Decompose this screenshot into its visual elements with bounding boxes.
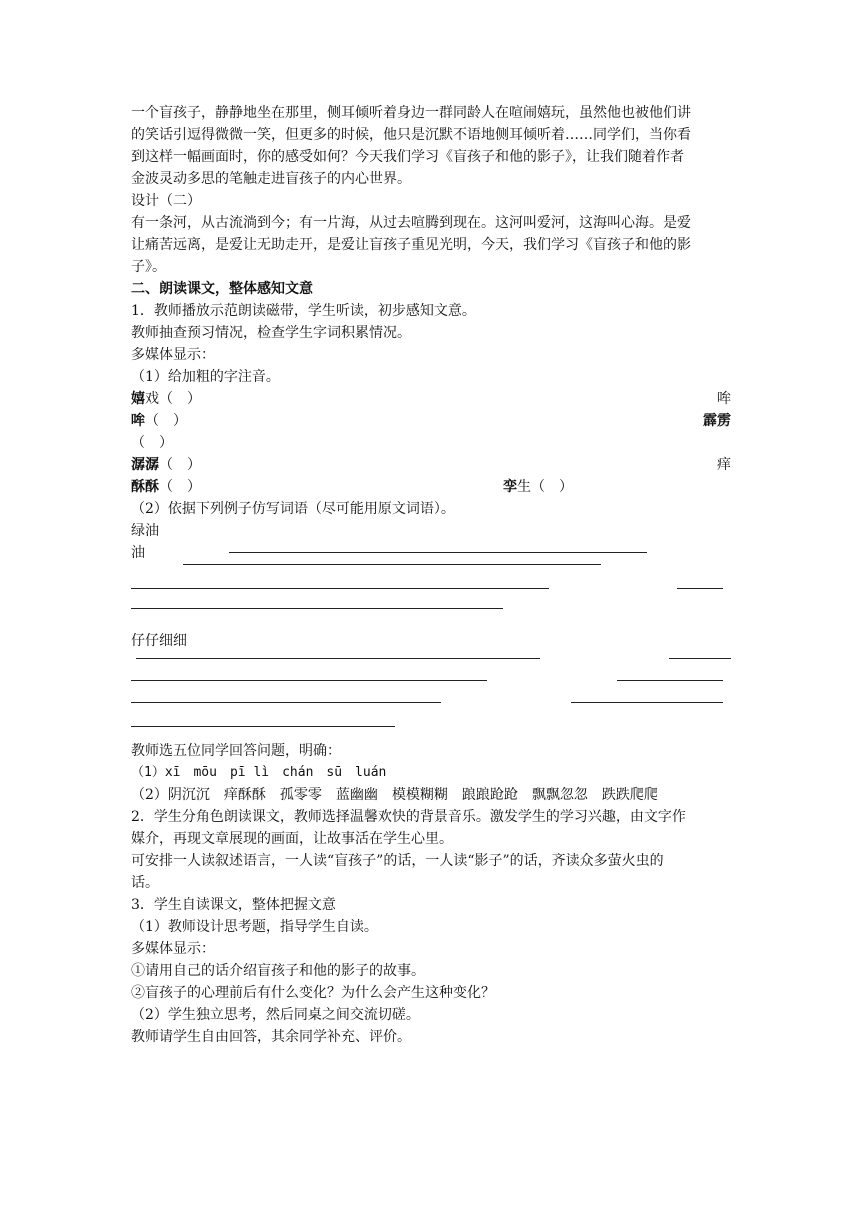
step2-line: 媒介，再现文章展现的画面，让故事活在学生心里。 bbox=[131, 831, 453, 847]
step3-question-2: （2）学生独立思考，然后同桌之间交流切磋。 bbox=[131, 1007, 420, 1023]
check-text: 教师抽查预习情况，检查学生字词积累情况。 bbox=[131, 325, 411, 341]
step3-text: 3．学生自读课文，整体把握文意 bbox=[131, 897, 336, 913]
document-page bbox=[131, 102, 731, 1048]
example-word: 绿油 bbox=[131, 523, 159, 539]
multimedia-label: 多媒体显示： bbox=[131, 347, 215, 363]
section2-heading: 二、朗读课文，整体感知文意 bbox=[131, 281, 313, 297]
answer-line bbox=[131, 702, 441, 703]
bold-char: 霹雳 bbox=[703, 413, 731, 429]
step2-line: 2．学生分角色朗读课文，教师选择温馨欢快的背景音乐。激发学生的学习兴趣，由文字作 bbox=[131, 809, 686, 825]
final-text: 教师请学生自由回答，其余同学补充、评价。 bbox=[131, 1029, 411, 1045]
answer-line bbox=[677, 588, 723, 589]
luan-item bbox=[503, 476, 573, 498]
design2-title: 设计（二） bbox=[131, 193, 201, 209]
answer-line bbox=[131, 680, 487, 681]
answer-row bbox=[131, 608, 731, 630]
arrange-line: 可安排一人读叙述语言，一人读“盲孩子”的话，一人读“影子”的话，齐读众多萤火虫的 bbox=[131, 853, 664, 869]
step1-text: 1．教师播放示范朗读磁带，学生听读，初步感知文意。 bbox=[131, 303, 476, 319]
design2-line: 子》。 bbox=[131, 259, 166, 275]
design2-line: 让痛苦远离，是爱让无助走开，是爱让盲孩子重见光明，今天，我们学习《盲孩子和他的影 bbox=[131, 237, 691, 253]
teacher-answer: 教师选五位同学回答问题，明确： bbox=[131, 743, 341, 759]
bold-char: 嬉 bbox=[131, 391, 145, 407]
answer-line bbox=[183, 564, 601, 565]
answer-line bbox=[669, 658, 731, 659]
design2-line: 有一条河，从古流淌到今；有一片海，从过去喧腾到现在。这河叫爱河，这海叫心海。是爱 bbox=[131, 215, 691, 231]
bold-char: 哞 bbox=[131, 413, 145, 429]
example-word bbox=[131, 542, 731, 564]
answer-row bbox=[131, 674, 731, 696]
blank-paren: （ ） bbox=[159, 457, 201, 473]
question-2: （2）依据下列例子仿写词语（尽可能用原文词语）。 bbox=[131, 501, 455, 517]
blank-paren: （ ） bbox=[131, 435, 173, 451]
answer-row bbox=[131, 586, 731, 608]
answer-row bbox=[131, 564, 731, 586]
answer-line bbox=[571, 702, 723, 703]
blank-paren: （ ） bbox=[145, 413, 187, 429]
example-word-tail: 油 bbox=[131, 545, 145, 561]
question-1: （1）给加粗的字注音。 bbox=[131, 369, 280, 385]
bold-char: 酥酥 bbox=[131, 479, 159, 495]
phonetic-row bbox=[131, 388, 731, 410]
multimedia-label: 多媒体显示： bbox=[131, 941, 215, 957]
think-question-1: ①请用自己的话介绍盲孩子和他的影子的故事。 bbox=[131, 963, 425, 979]
example-word: 仔仔细细 bbox=[131, 633, 187, 649]
intro-line: 的笑话引逗得微微一笑，但更多的时候，他只是沉默不语地侧耳倾听着……同学们，当你看 bbox=[131, 127, 691, 143]
blank-paren: （ ） bbox=[159, 479, 201, 495]
answer-line bbox=[131, 726, 395, 727]
arrange-line: 话。 bbox=[131, 875, 159, 891]
bold-char: 孪 bbox=[503, 479, 517, 495]
word-char: 哞 bbox=[717, 391, 731, 407]
think-question-2: ②盲孩子的心理前后有什么变化？为什么会产生这种变化？ bbox=[131, 985, 495, 1001]
bold-char: 潺潺 bbox=[131, 457, 159, 473]
answer-line bbox=[229, 552, 647, 553]
blank-paren: 戏（ ） bbox=[145, 391, 201, 407]
answer-line bbox=[617, 680, 723, 681]
answer-row bbox=[131, 718, 731, 740]
answer-line bbox=[131, 588, 549, 589]
step3-question-1: （1）教师设计思考题，指导学生自读。 bbox=[131, 919, 378, 935]
answer-row bbox=[131, 696, 731, 718]
intro-line: 金波灵动多思的笔触走进盲孩子的内心世界。 bbox=[131, 171, 411, 187]
answer-pinyin: （1）xī mōu pī lì chán sū luán bbox=[131, 765, 387, 780]
answer-row bbox=[131, 652, 731, 674]
intro-line: 一个盲孩子，静静地坐在那里，侧耳倾听着身边一群同龄人在喧闹嬉玩，虽然他也被他们讲 bbox=[131, 105, 691, 121]
intro-line: 到这样一幅画面时，你的感受如何？今天我们学习《盲孩子和他的影子》，让我们随着作者 bbox=[131, 149, 684, 165]
word-char: 痒 bbox=[717, 457, 731, 473]
phonetic-row bbox=[131, 454, 731, 476]
phonetic-row bbox=[131, 410, 731, 432]
blank-paren: 生（ ） bbox=[517, 479, 573, 495]
phonetic-row bbox=[131, 432, 731, 454]
phonetic-row bbox=[131, 476, 731, 498]
answer-line bbox=[136, 658, 540, 659]
answer-words: （2）阴沉沉 痒酥酥 孤零零 蓝幽幽 模模糊糊 踉踉跄跄 飘飘忽忽 跌跌爬爬 bbox=[131, 787, 658, 803]
